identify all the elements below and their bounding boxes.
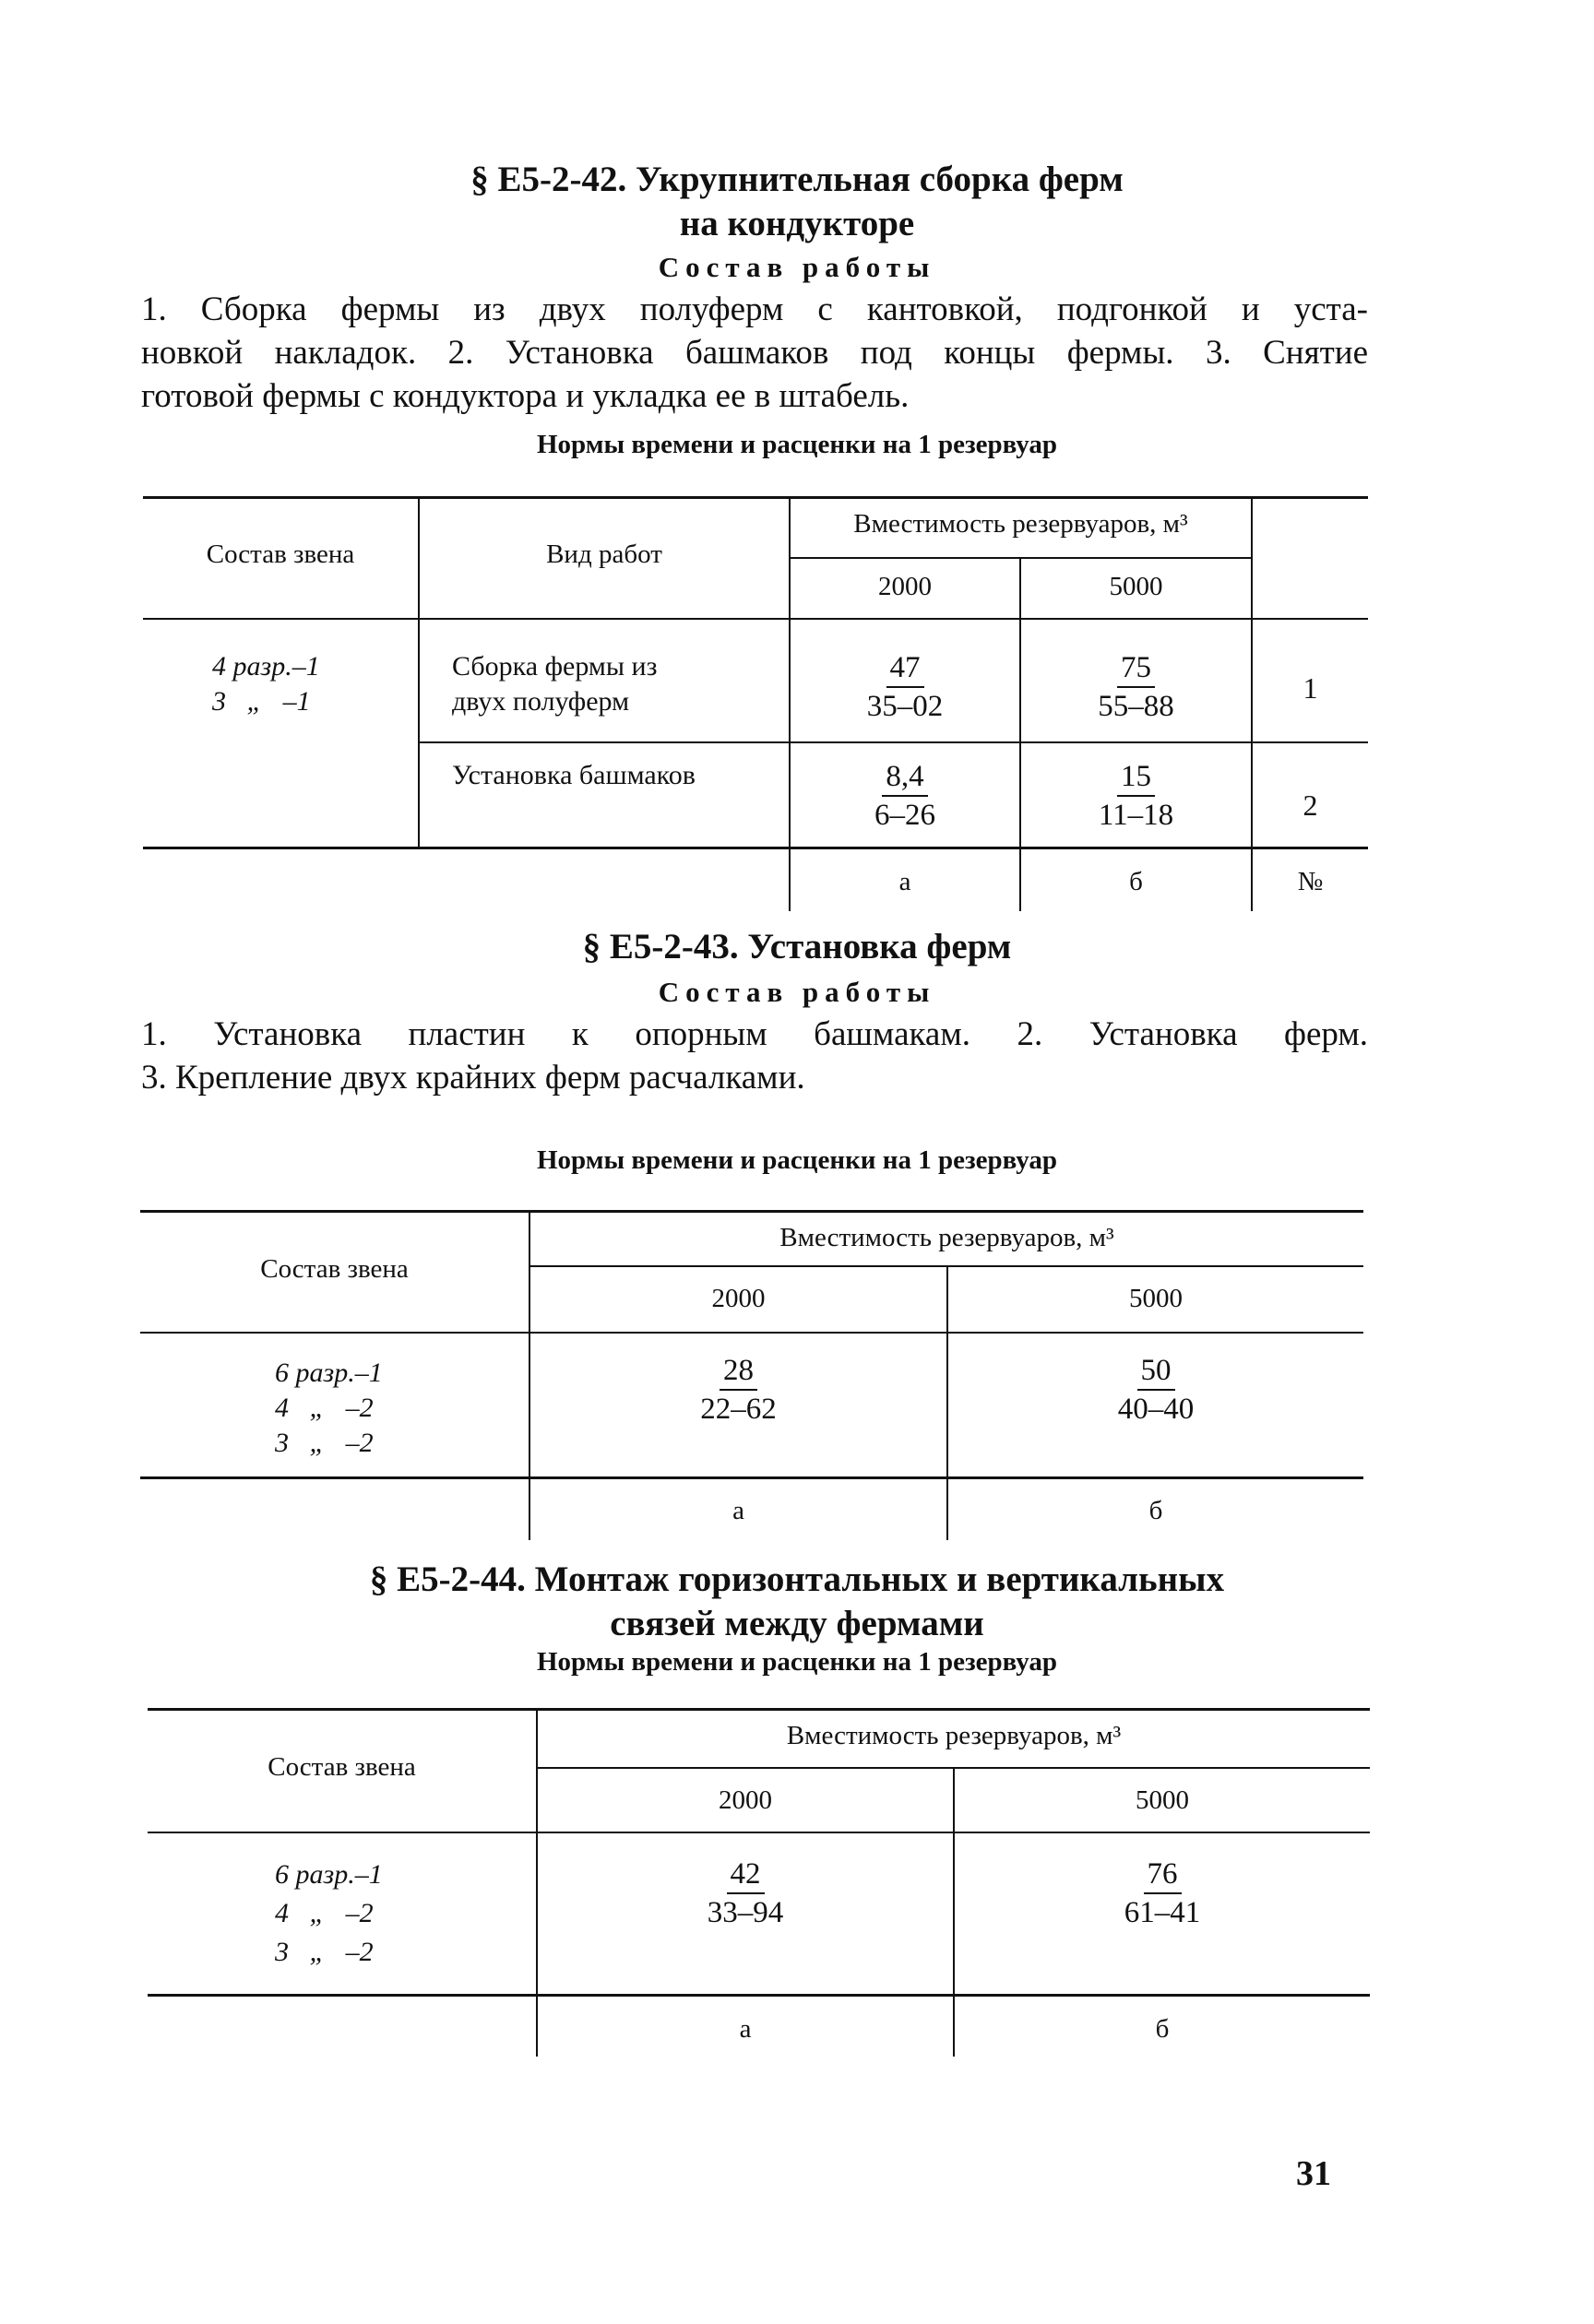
value-row2-2000 bbox=[791, 758, 1019, 834]
norm-time: 42 bbox=[727, 1856, 765, 1894]
crew-composition bbox=[275, 1356, 478, 1461]
work-type-text: Сборка фермы из bbox=[452, 651, 658, 682]
section-43-title: § Е5-2-43. Установка ферм bbox=[582, 927, 1012, 966]
crew-line: 6 разр.–1 bbox=[275, 1358, 383, 1388]
norm-time: 8,4 bbox=[882, 758, 927, 797]
footer-b: б bbox=[1129, 867, 1143, 896]
norm-time: 50 bbox=[1137, 1352, 1175, 1391]
rate: 55–88 bbox=[1098, 690, 1174, 723]
value-row1-5000 bbox=[1021, 649, 1251, 725]
crew-line: 6 разр.–1 bbox=[275, 1859, 383, 1890]
crew-composition bbox=[212, 649, 397, 719]
footer-b: б bbox=[1155, 2014, 1170, 2044]
work-line: 3. Крепление двух крайних ферм расчалками. bbox=[141, 1059, 805, 1097]
section-44-title: § Е5-2-44. Монтаж горизонтальных и вертикальных bbox=[369, 1559, 1225, 1599]
norm-time: 75 bbox=[1117, 649, 1155, 688]
header-capacity: Вместимость резервуаров, м³ bbox=[786, 1721, 1122, 1750]
value-5000 bbox=[955, 1856, 1370, 1931]
page-number: 31 bbox=[1296, 2154, 1331, 2193]
section-43-work-text bbox=[141, 1013, 1368, 1099]
rate: 11–18 bbox=[1098, 799, 1174, 832]
crew-line: 3 „ –2 bbox=[275, 1937, 374, 1967]
value-2000 bbox=[530, 1352, 946, 1428]
section-43-norms-caption: Нормы времени и расценки на 1 резервуар bbox=[536, 1145, 1058, 1175]
footer-a: а bbox=[739, 2014, 752, 2044]
header-5000: 5000 bbox=[1129, 1284, 1183, 1313]
section-44-norms-caption: Нормы времени и расценки на 1 резервуар bbox=[536, 1647, 1058, 1677]
section-42-work-text bbox=[141, 288, 1368, 418]
header-2000: 2000 bbox=[719, 1785, 772, 1815]
rate: 33–94 bbox=[707, 1896, 784, 1929]
section-42-title: § Е5-2-42. Укрупнительная сборка ферм bbox=[470, 160, 1124, 199]
work-type-row-2: Установка башмаков bbox=[452, 760, 696, 790]
footer-no: № bbox=[1297, 867, 1324, 896]
footer-a: а bbox=[898, 867, 911, 896]
section-42-subtitle: на кондукторе bbox=[679, 204, 915, 243]
work-type-text: двух полуферм bbox=[452, 686, 630, 717]
section-42-norms-caption: Нормы времени и расценки на 1 резервуар bbox=[536, 430, 1058, 459]
header-capacity: Вместимость резервуаров, м³ bbox=[853, 509, 1188, 539]
section-44-subtitle: связей между фермами bbox=[610, 1604, 984, 1643]
header-5000: 5000 bbox=[1109, 572, 1163, 601]
norm-time: 15 bbox=[1117, 758, 1155, 797]
rate: 22–62 bbox=[700, 1393, 777, 1426]
row-number-1: 1 bbox=[1303, 671, 1318, 705]
header-2000: 2000 bbox=[711, 1284, 766, 1313]
work-line: 1. Установка пластин к опорным башмакам. 2. Установка ферм. bbox=[141, 1015, 1368, 1053]
header-work-type: Вид работ bbox=[546, 540, 662, 569]
work-line: новкой накладок. 2. Установка башмаков под концы фермы. 3. Снятие bbox=[141, 334, 1368, 372]
footer-b: б bbox=[1148, 1496, 1163, 1525]
work-line: 1. Сборка фермы из двух полуферм с кантовкой, подгонкой и уста- bbox=[141, 290, 1368, 328]
crew-line: 4 „ –2 bbox=[275, 1393, 374, 1423]
crew-composition bbox=[275, 1856, 478, 1972]
value-row2-5000 bbox=[1021, 758, 1251, 834]
header-crew: Состав звена bbox=[206, 540, 355, 569]
crew-line: 4 разр.–1 bbox=[212, 651, 320, 682]
rate: 61–41 bbox=[1124, 1896, 1201, 1929]
header-crew: Состав звена bbox=[268, 1752, 416, 1782]
norm-time: 28 bbox=[720, 1352, 757, 1391]
crew-line: 3 „ –1 bbox=[212, 686, 311, 717]
rate: 35–02 bbox=[866, 690, 944, 723]
norm-time: 76 bbox=[1144, 1856, 1182, 1894]
crew-line: 3 „ –2 bbox=[275, 1428, 374, 1458]
header-5000: 5000 bbox=[1136, 1785, 1189, 1815]
work-type-row-1 bbox=[452, 649, 784, 719]
rate: 6–26 bbox=[874, 799, 935, 832]
rate: 40–40 bbox=[1117, 1393, 1195, 1426]
header-capacity: Вместимость резервуаров, м³ bbox=[779, 1223, 1114, 1252]
value-5000 bbox=[948, 1352, 1363, 1428]
work-line: готовой фермы с кондуктора и укладка ее в штабель. bbox=[141, 377, 910, 415]
header-crew: Состав звена bbox=[260, 1254, 409, 1284]
norm-time: 47 bbox=[886, 649, 924, 688]
section-43-work-heading: Состав работы bbox=[658, 976, 936, 1008]
row-number-2: 2 bbox=[1303, 788, 1318, 822]
header-2000: 2000 bbox=[878, 572, 932, 601]
section-42-work-heading: Состав работы bbox=[658, 251, 936, 283]
crew-line: 4 „ –2 bbox=[275, 1898, 374, 1928]
value-row1-2000 bbox=[791, 649, 1019, 725]
value-2000 bbox=[538, 1856, 953, 1931]
footer-a: а bbox=[732, 1496, 744, 1525]
